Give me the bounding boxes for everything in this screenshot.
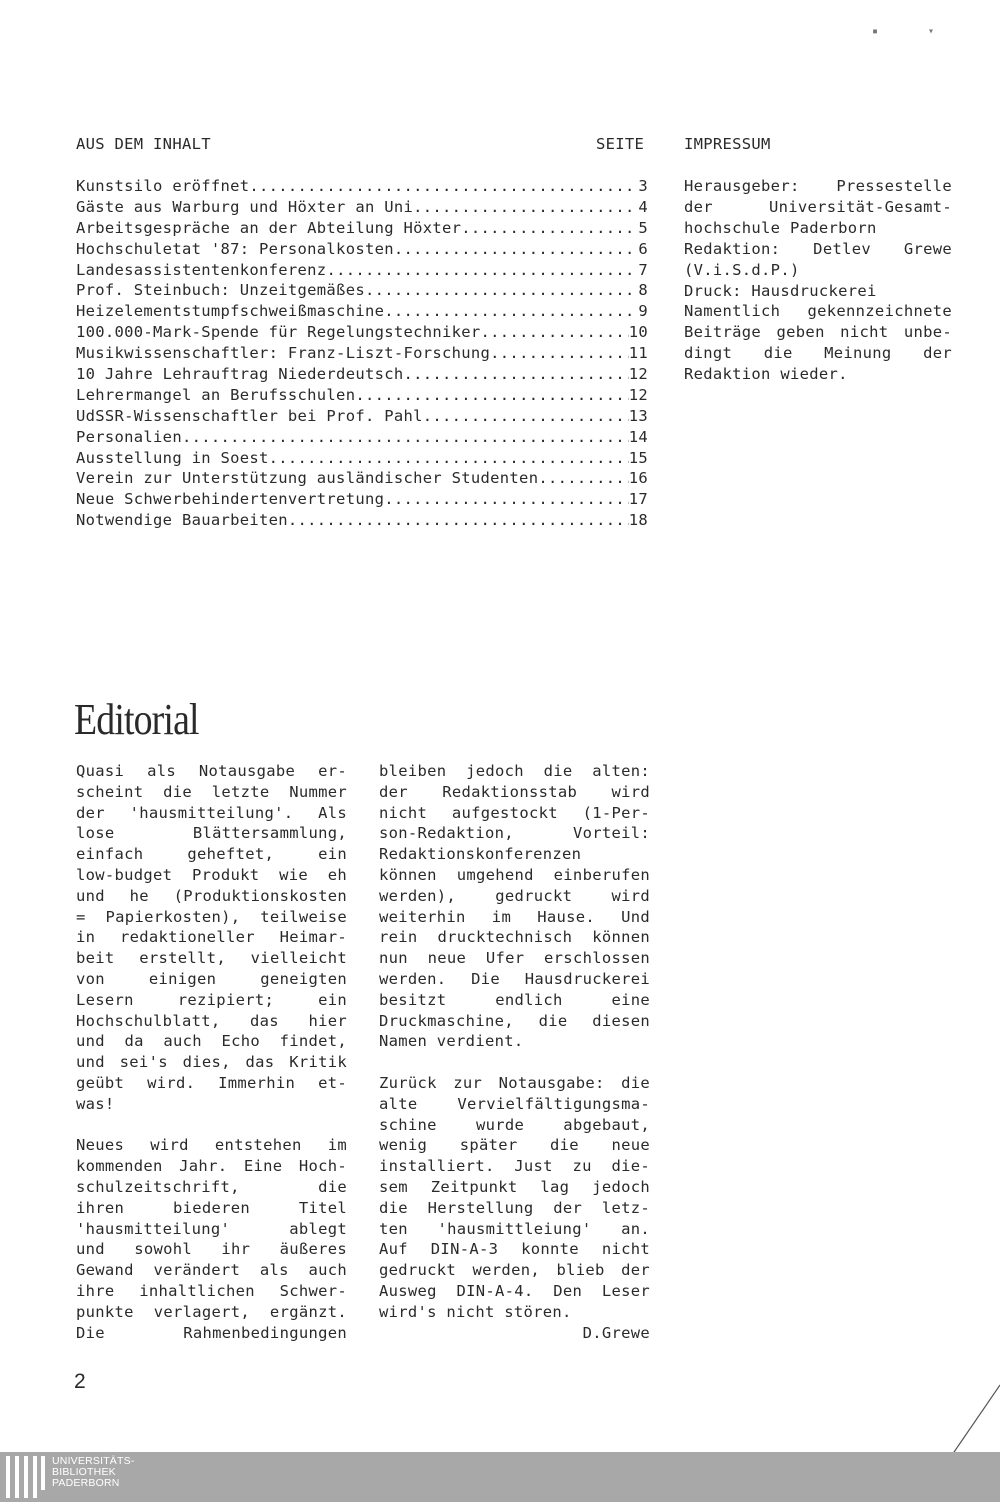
toc-entry-title: UdSSR-Wissenschaftler bei Prof. Pahl <box>76 406 423 425</box>
toc-leader-dots <box>355 385 628 406</box>
editorial-line: Lesern rezipiert; ein <box>76 990 347 1009</box>
toc-leader-dots <box>461 218 638 239</box>
editorial-line: gedruckt werden, blieb der <box>379 1261 650 1280</box>
toc-heading: AUS DEM INHALT <box>76 135 211 153</box>
editorial-line: Druckmaschine, die diesen <box>379 1011 650 1030</box>
editorial-line: Die Rahmenbedingungen <box>76 1323 347 1342</box>
impressum-line: Namentlich gekennzeichnete <box>684 302 952 321</box>
library-logo-line: UNIVERSITÄTS- <box>52 1455 135 1467</box>
impressum-heading: IMPRESSUM <box>684 135 771 153</box>
toc-entry-page: 9 <box>638 302 648 321</box>
toc-entry-title: Personalien <box>76 427 182 446</box>
toc-entry <box>76 197 648 218</box>
impressum-line: Redaktion: Detlev Grewe <box>684 239 952 258</box>
toc-leader-dots <box>481 322 629 343</box>
editorial-line: Gewand verändert als auch <box>76 1261 347 1280</box>
library-footer <box>0 1452 1000 1502</box>
toc-entry-title: Verein zur Unterstützung ausländischer Studenten <box>76 469 539 488</box>
impressum-block <box>684 176 952 385</box>
library-logo-icon <box>6 1456 48 1498</box>
editorial-line: schine wurde abgebaut, <box>379 1115 650 1134</box>
editorial-line: Zurück zur Notausgabe: die <box>379 1073 650 1092</box>
toc-entry <box>76 239 648 260</box>
toc-entry-title: Hochschuletat '87: Personalkosten <box>76 239 394 258</box>
toc-entry <box>76 260 648 281</box>
toc-entry <box>76 176 648 197</box>
toc-entry <box>76 280 648 301</box>
editorial-line: nun neue Ufer erschlossen <box>379 949 650 968</box>
editorial-line: lose Blättersammlung, <box>76 824 347 843</box>
toc-entry <box>76 448 648 469</box>
editorial-line: weiterhin im Hause. Und <box>379 907 650 926</box>
editorial-line: der Redaktionsstab wird <box>379 782 650 801</box>
editorial-line: ihren biederen Titel <box>76 1198 347 1217</box>
toc-entry-title: 10 Jahre Lehrauftrag Niederdeutsch <box>76 365 404 384</box>
editorial-column-1 <box>76 761 347 1343</box>
toc-leader-dots <box>538 468 628 489</box>
editorial-line: nicht aufgestockt (1-Per- <box>379 803 650 822</box>
page-corner-mark <box>940 1380 1000 1460</box>
editorial-line: low-budget Produkt wie eh <box>76 865 347 884</box>
editorial-line: rein drucktechnisch können <box>379 928 650 947</box>
page-number: 2 <box>74 1370 86 1393</box>
toc-entry-title: Ausstellung in Soest <box>76 448 269 467</box>
toc-entry-title: 100.000-Mark-Spende für Regelungstechniker <box>76 323 481 342</box>
toc-entry-page: 7 <box>638 260 648 279</box>
editorial-line: = Papierkosten), teilweise <box>76 907 347 926</box>
toc-entry-title: Notwendige Bauarbeiten <box>76 511 288 530</box>
editorial-line: einfach geheftet, ein <box>76 845 347 864</box>
toc-entry-page: 12 <box>628 385 648 404</box>
editorial-line: und he (Produktionskosten <box>76 886 347 905</box>
editorial-line: werden. Die Hausdruckerei <box>379 969 650 988</box>
editorial-line: und da auch Echo findet, <box>76 1032 347 1051</box>
editorial-signature: D.Grewe <box>582 1323 650 1342</box>
editorial-line: bleiben jedoch die alten: <box>379 762 650 780</box>
scan-speck: ▾ <box>928 26 935 37</box>
toc-entry <box>76 218 648 239</box>
editorial-line: und sei's dies, das Kritik <box>76 1053 347 1072</box>
toc-entry-title: Heizelementstumpfschweißmaschine <box>76 302 385 321</box>
editorial-line: können umgehend einberufen <box>379 865 650 884</box>
editorial-line: ihre inhaltlichen Schwer- <box>76 1281 347 1300</box>
toc-entry-page: 10 <box>628 323 648 342</box>
impressum-line: Redaktion wieder. <box>684 365 848 384</box>
toc-entry <box>76 343 648 364</box>
toc-entry-page: 8 <box>638 281 648 300</box>
paragraph-gap <box>76 1115 347 1136</box>
scan-speck: ▪ <box>872 26 879 37</box>
toc-entry-page: 18 <box>628 511 648 530</box>
toc-entry <box>76 364 648 385</box>
toc-leader-dots <box>326 260 638 281</box>
toc-entry-page: 3 <box>638 177 648 195</box>
toc-entry-page: 14 <box>628 427 648 446</box>
editorial-line: der 'hausmitteilung'. Als <box>76 803 347 822</box>
toc-entry-title: Landesassistentenkonferenz <box>76 260 327 279</box>
library-logo-line: PADERBORN <box>52 1477 120 1489</box>
editorial-line: ten 'hausmittleiung' an. <box>379 1219 650 1238</box>
editorial-line: kommenden Jahr. Eine Hoch- <box>76 1157 347 1176</box>
editorial-line: installiert. Just zu die- <box>379 1157 650 1176</box>
toc-leader-dots <box>413 197 638 218</box>
table-of-contents <box>76 176 648 531</box>
editorial-line: geübt wird. Immerhin et- <box>76 1073 347 1092</box>
toc-entry-page: 17 <box>628 490 648 509</box>
toc-leader-dots <box>269 448 629 469</box>
editorial-line: und sowohl ihr äußeres <box>76 1240 347 1259</box>
toc-entry-page: 16 <box>628 469 648 488</box>
toc-entry-page: 13 <box>628 406 648 425</box>
editorial-line: 'hausmitteilung' ablegt <box>76 1219 347 1238</box>
editorial-line: Quasi als Notausgabe er- <box>76 762 347 780</box>
toc-leader-dots <box>365 280 638 301</box>
editorial-line: die Herstellung der letz- <box>379 1198 650 1217</box>
impressum-line: der Universität-Gesamt- <box>684 197 952 216</box>
toc-entry <box>76 322 648 343</box>
toc-entry <box>76 427 648 448</box>
editorial-line: werden), gedruckt wird <box>379 886 650 905</box>
toc-leader-dots <box>394 239 639 260</box>
toc-entry-title: Neue Schwerbehindertenvertretung <box>76 490 385 509</box>
library-logo-text <box>52 1456 135 1489</box>
editorial-line: Namen verdient. <box>379 1032 524 1051</box>
toc-entry-page: 6 <box>638 239 648 258</box>
toc-leader-dots <box>384 301 638 322</box>
toc-leader-dots <box>288 510 629 531</box>
impressum-line: hochschule Paderborn <box>684 218 877 237</box>
impressum-line: Herausgeber: Pressestelle <box>684 177 952 195</box>
toc-entry <box>76 489 648 510</box>
toc-entry <box>76 385 648 406</box>
toc-entry-title: Prof. Steinbuch: Unzeitgemäßes <box>76 281 365 300</box>
editorial-line: von einigen geneigten <box>76 969 347 988</box>
editorial-line: beit erstellt, vielleicht <box>76 949 347 968</box>
editorial-line: was! <box>76 1094 115 1113</box>
toc-leader-dots <box>403 364 628 385</box>
editorial-line: scheint die letzte Nummer <box>76 782 347 801</box>
editorial-line: punkte verlagert, ergänzt. <box>76 1302 347 1321</box>
library-logo-line: BIBLIOTHEK <box>52 1466 116 1478</box>
toc-entry-title: Lehrermangel an Berufsschulen <box>76 385 356 404</box>
paragraph-gap <box>379 1052 650 1073</box>
toc-entry-page: 12 <box>628 365 648 384</box>
editorial-line: schulzeitschrift, die <box>76 1177 347 1196</box>
toc-entry-title: Gäste aus Warburg und Höxter an Uni <box>76 197 414 216</box>
toc-entry-title: Kunstsilo eröffnet <box>76 177 250 195</box>
editorial-line: alte Vervielfältigungsma- <box>379 1094 650 1113</box>
editorial-line: Neues wird entstehen im <box>76 1136 347 1155</box>
editorial-line: Auf DIN-A-3 konnte nicht <box>379 1240 650 1259</box>
toc-leader-dots <box>249 176 638 197</box>
toc-page-heading: SEITE <box>596 135 645 153</box>
impressum-line: (V.i.S.d.P.) <box>684 260 800 279</box>
editorial-line: son-Redaktion, Vorteil: <box>379 824 650 843</box>
impressum-line: dingt die Meinung der <box>684 344 952 363</box>
toc-leader-dots <box>182 427 629 448</box>
toc-entry <box>76 468 648 489</box>
editorial-title: Editorial <box>74 695 199 744</box>
impressum-line: Druck: Hausdruckerei <box>684 281 877 300</box>
toc-entry <box>76 301 648 322</box>
toc-entry-page: 5 <box>638 218 648 237</box>
editorial-column-2 <box>379 761 650 1343</box>
toc-entry <box>76 510 648 531</box>
toc-entry-title: Arbeitsgespräche an der Abteilung Höxter <box>76 218 462 237</box>
editorial-line: Redaktionskonferenzen <box>379 845 582 864</box>
impressum-line: Beiträge geben nicht unbe- <box>684 323 952 342</box>
editorial-line: in redaktioneller Heimar- <box>76 928 347 947</box>
editorial-line: wird's nicht stören. <box>379 1302 572 1321</box>
editorial-line: besitzt endlich eine <box>379 990 650 1009</box>
editorial-line: wenig später die neue <box>379 1136 650 1155</box>
toc-leader-dots <box>384 489 629 510</box>
editorial-line: Ausweg DIN-A-4. Den Leser <box>379 1281 650 1300</box>
toc-entry-page: 15 <box>628 448 648 467</box>
toc-entry <box>76 406 648 427</box>
toc-entry-title: Musikwissenschaftler: Franz-Liszt-Forschung <box>76 344 491 363</box>
toc-entry-page: 4 <box>638 197 648 216</box>
toc-entry-page: 11 <box>628 344 648 363</box>
editorial-line: Hochschulblatt, das hier <box>76 1011 347 1030</box>
editorial-line: sem Zeitpunkt lag jedoch <box>379 1177 650 1196</box>
toc-leader-dots <box>423 406 629 427</box>
toc-leader-dots <box>490 343 629 364</box>
